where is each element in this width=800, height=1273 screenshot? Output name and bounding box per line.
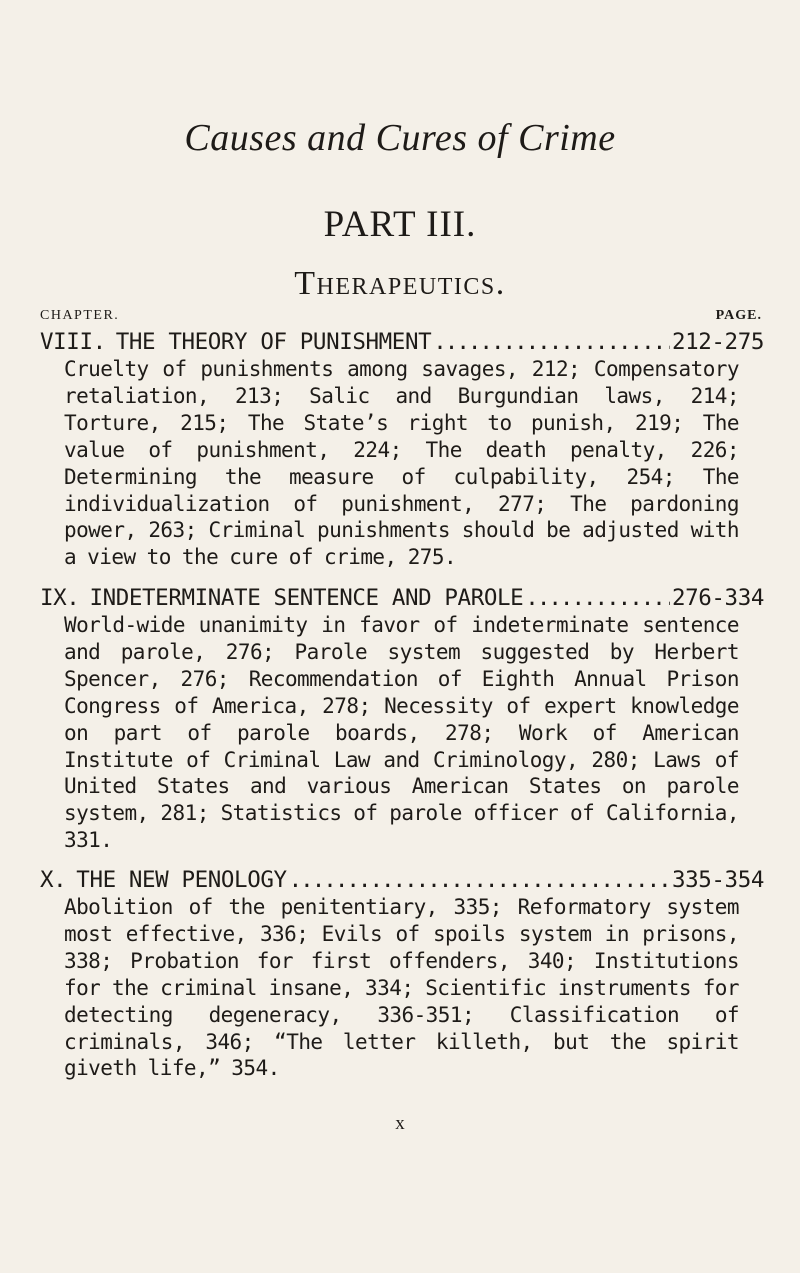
chapter-pages: 276-334 bbox=[671, 585, 764, 611]
part-title: PART III. bbox=[323, 204, 477, 245]
chapter-summary: World-wide unanimity in favor of indeterminate sentence and parole, 276; Parole system suggested by Herbert Spencer, 276; Recommendation of Eighth Annual Prison Congress of America, 278; Necessity of expert knowledge on part of parole boards, 278; Work of American Institute of Criminal Law and Criminology, 280; Laws of United States and various American States on parole system, 281; Statistics of parole officer of California, 331. bbox=[64, 613, 739, 853]
dot-leader bbox=[433, 329, 670, 356]
page-number: x bbox=[395, 1113, 405, 1134]
chapter-number: X. bbox=[40, 867, 67, 893]
chapter-heading bbox=[40, 329, 764, 356]
page-column-label: PAGE. bbox=[715, 308, 762, 323]
part-subtitle: Therapeutics. bbox=[294, 265, 506, 302]
dot-leader bbox=[525, 585, 670, 612]
chapter-heading bbox=[40, 585, 764, 612]
chapter-title: INDETERMINATE SENTENCE AND PAROLE bbox=[89, 585, 524, 611]
chapter-number: IX. bbox=[40, 585, 80, 611]
chapter-title: THE THEORY OF PUNISHMENT bbox=[115, 329, 432, 355]
toc-entry-chapter-viii bbox=[40, 329, 764, 571]
chapter-number: VIII. bbox=[40, 329, 106, 355]
running-head: Causes and Cures of Crime bbox=[184, 117, 616, 159]
chapter-summary: Cruelty of punishments among savages, 212; Compensatory retaliation, 213; Salic and Burgundian laws, 214; Torture, 215; The State’s right to punish, 219; The value of punishment, 224; The death penalty, 226; Determining the measure of culpability, 254; The individualization of punishment, 277; The pardoning power, 263; Criminal punishments should be adjusted with a view to the cure of crime, 275. bbox=[64, 357, 739, 570]
dot-leader bbox=[289, 867, 670, 894]
chapter-column-label: CHAPTER. bbox=[40, 308, 120, 323]
chapter-title: THE NEW PENOLOGY bbox=[76, 867, 287, 893]
chapter-heading bbox=[40, 867, 764, 894]
chapter-pages: 335-354 bbox=[671, 867, 764, 893]
toc-entry-chapter-x bbox=[40, 867, 764, 1082]
chapter-summary: Abolition of the penitentiary, 335; Reformatory system most effective, 336; Evils of spoils system in prisons, 338; Probation for first offenders, 340; Institutions for the criminal insane, 334; Scientific instruments for detecting degeneracy, 336-351; Classification of criminals, 346; “The letter killeth, but the spirit giveth life,” 354. bbox=[64, 895, 739, 1081]
toc-entry-chapter-ix bbox=[40, 585, 764, 854]
chapter-pages: 212-275 bbox=[671, 329, 764, 355]
